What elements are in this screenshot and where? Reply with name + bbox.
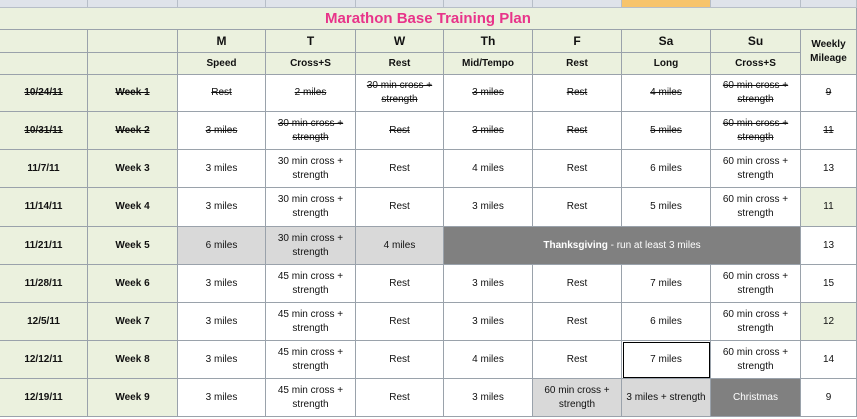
cell-text: Rest xyxy=(566,353,588,365)
workout-cell[interactable] xyxy=(711,303,801,341)
workout-type-label: Cross+S xyxy=(290,57,331,69)
cell-text: 7 miles xyxy=(650,353,682,365)
week-text: Week 1 xyxy=(115,87,150,98)
cell-text: 60 min cross + strength xyxy=(722,80,789,105)
workout-cell[interactable] xyxy=(711,75,801,112)
workout-type-header xyxy=(533,53,622,75)
day-label: Sa xyxy=(658,34,674,48)
week-text: Week 7 xyxy=(115,315,150,327)
mileage-cell[interactable] xyxy=(801,112,857,150)
week-text: Week 3 xyxy=(115,162,150,174)
cell-text: 4 miles xyxy=(472,353,504,365)
cell-text: 3 miles xyxy=(472,124,504,136)
cell-text: Rest xyxy=(566,277,588,289)
week-cell[interactable] xyxy=(88,379,178,417)
day-header xyxy=(356,30,444,53)
workout-cell[interactable] xyxy=(622,188,711,227)
workout-cell[interactable] xyxy=(444,112,533,150)
cell-text: 3 miles + strength xyxy=(626,391,706,403)
date-text: 12/19/11 xyxy=(24,391,63,403)
cell-text: Rest xyxy=(389,162,410,174)
day-label: M xyxy=(216,34,227,48)
workout-type-label: Long xyxy=(653,57,679,69)
cell-text: Rest xyxy=(211,87,232,98)
date-text: 11/14/11 xyxy=(24,201,63,212)
day-label: Su xyxy=(747,34,764,48)
workout-cell[interactable] xyxy=(711,150,801,188)
cell-text: 3 miles xyxy=(205,162,238,174)
date-text: 11/21/11 xyxy=(24,239,63,251)
cell-text: 4 miles xyxy=(650,87,682,98)
cell-text: 3 miles xyxy=(205,124,238,136)
workout-cell[interactable] xyxy=(711,341,801,379)
page-title-text: Marathon Base Training Plan xyxy=(325,9,531,27)
workout-cell[interactable] xyxy=(178,75,266,112)
cell-text: Rest xyxy=(566,124,588,136)
mileage-cell[interactable] xyxy=(801,265,857,303)
workout-cell[interactable] xyxy=(711,265,801,303)
cell-text: Rest xyxy=(566,315,588,327)
blank-header xyxy=(88,53,178,75)
workout-cell[interactable] xyxy=(533,150,622,188)
holiday-note: - run at least 3 miles xyxy=(607,239,701,251)
workout-cell[interactable] xyxy=(533,303,622,341)
date-text: 10/24/11 xyxy=(24,87,63,98)
workout-cell[interactable] xyxy=(356,150,444,188)
cell-text: Rest xyxy=(389,391,410,403)
workout-cell[interactable] xyxy=(533,341,622,379)
day-header xyxy=(178,30,266,53)
day-header xyxy=(711,30,801,53)
mileage-text: 9 xyxy=(825,87,832,98)
cell-text: 45 min cross + strength xyxy=(277,308,344,334)
date-cell[interactable] xyxy=(0,341,88,379)
day-header xyxy=(444,30,533,53)
cell-text: 3 miles xyxy=(472,201,504,212)
workout-cell[interactable] xyxy=(622,150,711,188)
workout-cell[interactable] xyxy=(356,112,444,150)
cell-text: 3 miles xyxy=(472,87,504,98)
mileage-text: 11 xyxy=(823,124,834,136)
workout-cell[interactable] xyxy=(266,303,356,341)
day-label: T xyxy=(306,34,315,48)
workout-cell[interactable] xyxy=(178,265,266,303)
workout-type-header xyxy=(266,53,356,75)
weekly-header-line: Weekly xyxy=(811,39,846,50)
workout-cell[interactable] xyxy=(533,265,622,303)
column-header[interactable] xyxy=(622,0,711,8)
date-cell[interactable] xyxy=(0,112,88,150)
week-text: Week 5 xyxy=(115,239,150,251)
cell-text: Rest xyxy=(566,162,588,174)
column-header[interactable] xyxy=(88,0,178,8)
workout-cell[interactable] xyxy=(266,379,356,417)
cell-text: 3 miles xyxy=(205,353,238,365)
week-cell[interactable] xyxy=(88,303,178,341)
mileage-cell[interactable] xyxy=(801,75,857,112)
column-header[interactable] xyxy=(356,0,444,8)
week-text: Week 8 xyxy=(115,353,150,365)
week-cell[interactable] xyxy=(88,227,178,265)
workout-cell[interactable] xyxy=(444,150,533,188)
workout-cell[interactable] xyxy=(622,75,711,112)
mileage-text: 11 xyxy=(823,201,834,212)
workout-type-header xyxy=(711,53,801,75)
mileage-text: 13 xyxy=(822,162,835,174)
date-text: 11/28/11 xyxy=(24,277,63,289)
workout-cell[interactable] xyxy=(622,341,711,379)
workout-type-header xyxy=(444,53,533,75)
column-header[interactable] xyxy=(533,0,622,8)
cell-text: 7 miles xyxy=(650,277,682,289)
workout-cell[interactable] xyxy=(622,303,711,341)
cell-text: 60 min cross + strength xyxy=(722,117,789,143)
cell-text: Rest xyxy=(566,201,588,212)
workout-cell[interactable] xyxy=(356,303,444,341)
workout-cell[interactable] xyxy=(444,75,533,112)
cell-text: Rest xyxy=(566,87,588,98)
date-text: 12/5/11 xyxy=(27,315,60,327)
blank-header xyxy=(0,30,88,53)
cell-text: Christmas xyxy=(732,391,778,403)
cell-text: 60 min cross + strength xyxy=(722,194,789,219)
workout-cell[interactable] xyxy=(178,112,266,150)
week-text: Week 4 xyxy=(115,201,150,212)
workout-cell[interactable] xyxy=(444,341,533,379)
cell-text: 60 min cross + strength xyxy=(722,155,789,181)
column-header[interactable] xyxy=(178,0,266,8)
workout-cell[interactable] xyxy=(533,379,622,417)
mileage-text: 15 xyxy=(822,277,835,289)
date-cell[interactable] xyxy=(0,188,88,227)
workout-type-label: Rest xyxy=(566,57,588,69)
cell-text: 60 min cross + strength xyxy=(722,308,789,334)
cell-text: 3 miles xyxy=(472,277,504,289)
workout-cell[interactable] xyxy=(266,265,356,303)
cell-text: Rest xyxy=(389,277,410,289)
mileage-cell[interactable] xyxy=(801,227,857,265)
week-cell[interactable] xyxy=(88,341,178,379)
holiday-merged-cell[interactable] xyxy=(444,227,801,265)
column-header[interactable] xyxy=(0,0,88,8)
workout-cell[interactable] xyxy=(356,227,444,265)
date-cell[interactable] xyxy=(0,265,88,303)
workout-cell[interactable] xyxy=(533,75,622,112)
workout-type-label: Rest xyxy=(388,57,411,69)
holiday-name: Thanksgiving xyxy=(543,239,608,251)
mileage-text: 9 xyxy=(825,391,832,403)
column-header[interactable] xyxy=(801,0,857,8)
cell-text: Rest xyxy=(389,124,410,136)
workout-cell[interactable] xyxy=(178,188,266,227)
workout-cell[interactable] xyxy=(266,150,356,188)
day-label: W xyxy=(393,34,406,48)
cell-text: Rest xyxy=(389,315,410,327)
column-header[interactable] xyxy=(711,0,801,8)
cell-text: 45 min cross + strength xyxy=(277,346,344,372)
cell-text: 6 miles xyxy=(205,239,238,251)
mileage-cell[interactable] xyxy=(801,303,857,341)
cell-text: 4 miles xyxy=(472,162,504,174)
date-text: 11/7/11 xyxy=(27,162,60,174)
cell-text: 30 min cross + strength xyxy=(277,155,344,181)
workout-type-header xyxy=(356,53,444,75)
cell-text: 60 min cross + strength xyxy=(544,384,610,410)
cell-text: 30 min cross + strength xyxy=(366,80,433,105)
column-header[interactable] xyxy=(444,0,533,8)
workout-type-header xyxy=(178,53,266,75)
day-header xyxy=(622,30,711,53)
week-text: Week 6 xyxy=(115,277,150,289)
cell-text: Rest xyxy=(389,353,410,365)
workout-cell[interactable] xyxy=(266,341,356,379)
date-cell[interactable] xyxy=(0,227,88,265)
cell-text: 60 min cross + strength xyxy=(722,270,789,296)
page-title xyxy=(0,8,857,30)
workout-cell[interactable] xyxy=(711,379,801,417)
cell-text: 5 miles xyxy=(650,201,682,212)
cell-text: 3 miles xyxy=(205,315,238,327)
workout-cell[interactable] xyxy=(356,265,444,303)
cell-text: 30 min cross + strength xyxy=(277,232,344,258)
week-cell[interactable] xyxy=(88,265,178,303)
cell-text: 6 miles xyxy=(650,162,682,174)
workout-cell[interactable] xyxy=(178,150,266,188)
mileage-cell[interactable] xyxy=(801,150,857,188)
blank-header xyxy=(88,30,178,53)
mileage-text: 14 xyxy=(822,353,835,365)
mileage-text: 13 xyxy=(822,239,835,251)
week-text: Week 2 xyxy=(115,124,150,136)
workout-cell[interactable] xyxy=(356,341,444,379)
workout-cell[interactable] xyxy=(356,75,444,112)
date-cell[interactable] xyxy=(0,75,88,112)
workout-cell[interactable] xyxy=(444,265,533,303)
date-cell[interactable] xyxy=(0,303,88,341)
workout-cell[interactable] xyxy=(356,188,444,227)
date-cell[interactable] xyxy=(0,150,88,188)
day-header xyxy=(266,30,356,53)
day-header xyxy=(533,30,622,53)
date-text: 10/31/11 xyxy=(24,124,63,136)
cell-text: 4 miles xyxy=(383,239,416,251)
workout-cell[interactable] xyxy=(266,227,356,265)
workout-cell[interactable] xyxy=(711,112,801,150)
weekly-header-line: Mileage xyxy=(810,53,847,64)
blank-header xyxy=(0,53,88,75)
workout-cell[interactable] xyxy=(444,188,533,227)
workout-cell[interactable] xyxy=(711,188,801,227)
cell-text: 45 min cross + strength xyxy=(277,270,344,296)
cell-text: 45 min cross + strength xyxy=(277,384,344,410)
week-text: Week 9 xyxy=(115,391,150,403)
workout-cell[interactable] xyxy=(266,188,356,227)
cell-text: 3 miles xyxy=(205,201,238,212)
workout-cell[interactable] xyxy=(266,75,356,112)
mileage-text: 12 xyxy=(822,315,835,327)
workout-type-label: Speed xyxy=(206,57,237,69)
column-header[interactable] xyxy=(266,0,356,8)
date-cell[interactable] xyxy=(0,379,88,417)
mileage-cell[interactable] xyxy=(801,341,857,379)
cell-text: 60 min cross + strength xyxy=(722,346,789,372)
week-cell[interactable] xyxy=(88,188,178,227)
mileage-cell[interactable] xyxy=(801,379,857,417)
cell-text: 30 min cross + strength xyxy=(277,117,344,143)
cell-text: 3 miles xyxy=(205,277,238,289)
cell-text: 3 miles xyxy=(205,391,238,403)
workout-cell[interactable] xyxy=(178,341,266,379)
workout-cell[interactable] xyxy=(178,227,266,265)
date-text: 12/12/11 xyxy=(24,353,63,365)
week-cell[interactable] xyxy=(88,75,178,112)
workout-cell[interactable] xyxy=(533,188,622,227)
day-label: Th xyxy=(480,34,496,48)
cell-text: 5 miles xyxy=(650,124,682,136)
workout-cell[interactable] xyxy=(533,112,622,150)
workout-cell[interactable] xyxy=(178,303,266,341)
workout-cell[interactable] xyxy=(622,379,711,417)
cell-text: 3 miles xyxy=(472,315,504,327)
cell-text: 6 miles xyxy=(650,315,682,327)
workout-type-label: Cross+S xyxy=(735,57,776,69)
workout-cell[interactable] xyxy=(622,112,711,150)
workout-cell[interactable] xyxy=(266,112,356,150)
workout-type-header xyxy=(622,53,711,75)
workout-cell[interactable] xyxy=(356,379,444,417)
workout-cell[interactable] xyxy=(444,303,533,341)
day-label: F xyxy=(573,34,581,48)
week-cell[interactable] xyxy=(88,150,178,188)
weekly-mileage-header xyxy=(801,30,857,75)
workout-cell[interactable] xyxy=(444,379,533,417)
workout-type-label: Mid/Tempo xyxy=(461,57,515,69)
cell-text: 3 miles xyxy=(472,391,504,403)
week-cell[interactable] xyxy=(88,112,178,150)
workout-cell[interactable] xyxy=(178,379,266,417)
mileage-cell[interactable] xyxy=(801,188,857,227)
cell-text: Rest xyxy=(389,201,410,212)
workout-cell[interactable] xyxy=(622,265,711,303)
cell-text: 2 miles xyxy=(294,87,327,98)
cell-text: 30 min cross + strength xyxy=(277,194,344,219)
